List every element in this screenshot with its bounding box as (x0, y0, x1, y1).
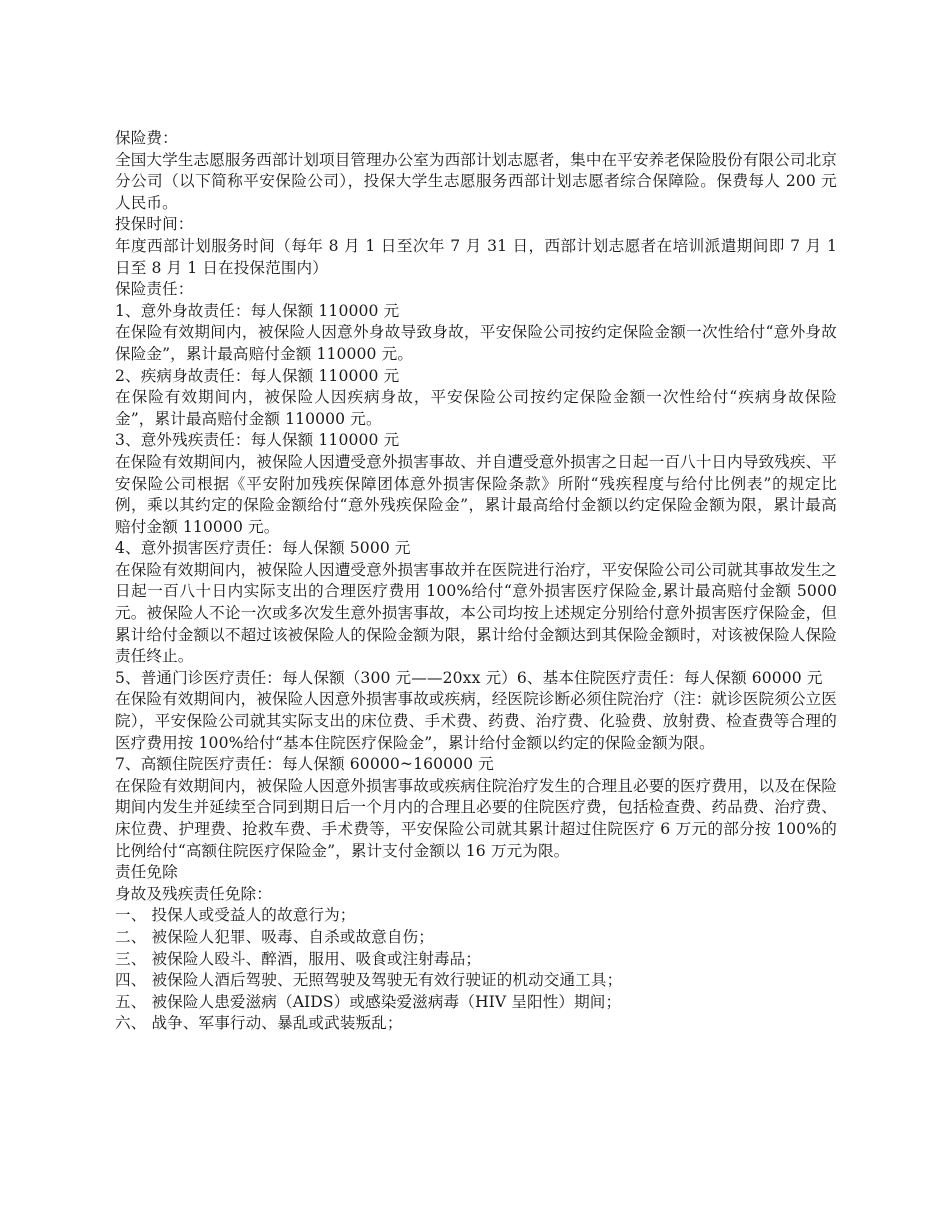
paragraph-illness-death: 在保险有效期间内，被保险人因疾病身故，平安保险公司按约定保险金额一次性给付“疾病身故保险金”，累计最高赔付金额 110000 元。 (115, 388, 837, 428)
exclusion-item-1: 一、 投保人或受益人的故意行为； (115, 906, 356, 925)
paragraph-premium: 全国大学生志愿服务西部计划项目管理办公室为西部计划志愿者，集中在平安养老保险股份有限公司北京分公司（以下简称平安保险公司），投保大学生志愿服务西部计划志愿者综合保障险。保费每人 200 元人民币。 (115, 150, 837, 212)
exclusion-item-6: 六、 战争、军事行动、暴乱或武装叛乱； (115, 1014, 403, 1033)
item-heading-accidental-disability: 3、意外残疾责任：每人保额 110000 元 (115, 431, 400, 450)
item-heading-illness-death: 2、疾病身故责任：每人保额 110000 元 (115, 366, 400, 385)
exclusion-item-3: 三、 被保险人殴斗、醉酒，服用、吸食或注射毒品； (115, 949, 482, 968)
exclusion-item-4: 四、 被保险人酒后驾驶、无照驾驶及驾驶无有效行驶证的机动交通工具； (115, 971, 623, 990)
paragraph-high-inpatient: 在保险有效期间内，被保险人因意外损害事故或疾病住院治疗发生的合理且必要的医疗费用，以及在保险期间内发生并延续至合同到期日后一个月内的合理且必要的住院医疗费，包括检查费、药品费、治疗费、床位费、护理费、抢救车费、手术费等，平安保险公司就其累计超过住院医疗 6 万元的部分按 100%的比例给付“高额住院医疗保险金”，累计支付金额以 16 万元为限。 (115, 776, 837, 860)
subheading-death-disability-exclusions: 身故及残疾责任免除： (115, 884, 272, 903)
item-heading-accident-medical: 4、意外损害医疗责任：每人保额 5000 元 (115, 539, 411, 558)
paragraph-period: 年度西部计划服务时间（每年 8 月 1 日至次年 7 月 31 日，西部计划志愿者在培训派遣期间即 7 月 1 日至 8 月 1 日在投保范围内） (115, 236, 837, 277)
item-heading-high-inpatient: 7、高额住院医疗责任：每人保额 60000~160000 元 (115, 755, 494, 774)
paragraph-accident-medical: 在保险有效期间内，被保险人因遭受意外损害事故并在医院进行治疗，平安保险公司公司就其事故发生之日起一百八十日内实际支出的合理医疗费用 100%给付“意外损害医疗保险金,累计最高赔付金额 5000 元。被保险人不论一次或多次发生意外损害事故，本公司均按上述规定分别给付意外损害医疗保险金，但累计给付金额以不超过该被保险人的保险金额为限，累计给付金额达到其保险金额时，对该被保险人保险责任终止。 (115, 560, 837, 666)
item-heading-accidental-death: 1、意外身故责任：每人保额 110000 元 (115, 301, 400, 320)
document-body (115, 128, 837, 1035)
exclusion-item-2: 二、 被保险人犯罪、吸毒、自杀或故意自伤； (115, 927, 434, 946)
exclusion-item-5: 五、 被保险人患爱滋病（AIDS）或感染爱滋病毒（HIV 呈阳性）期间； (115, 992, 622, 1011)
section-heading-exclusions: 责任免除 (115, 863, 178, 882)
paragraph-accidental-death: 在保险有效期间内，被保险人因意外身故导致身故，平安保险公司按约定保险金额一次性给付“意外身故保险金”，累计最高赔付金额 110000 元。 (115, 323, 837, 363)
item-heading-outpatient-and-inpatient: 5、普通门诊医疗责任：每人保额（300 元——20xx 元）6、基本住院医疗责任：每人保额 60000 元 (115, 668, 823, 687)
section-heading-liability: 保险责任： (115, 280, 194, 299)
paragraph-basic-inpatient: 在保险有效期间内，被保险人因意外损害事故或疾病，经医院诊断必须住院治疗（注：就诊医院须公立医院），平安保险公司就其实际支出的床位费、手术费、药费、治疗费、化验费、放射费、检查费等合理的医疗费用按 100%给付“基本住院医疗保险金”，累计给付金额以约定的保险金额为限。 (115, 690, 837, 752)
section-heading-premium: 保险费： (115, 129, 178, 147)
section-heading-period: 投保时间： (115, 215, 194, 234)
paragraph-accidental-disability: 在保险有效期间内，被保险人因遭受意外损害事故、并自遭受意外损害之日起一百八十日内导致残疾、平安保险公司根据《平安附加残疾保障团体意外损害保险条款》所附“残疾程度与给付比例表”的规定比例，乘以其约定的保险金额给付“意外残疾保险金”，累计最高给付金额以约定保险金额为限，累计最高赔付金额 110000 元。 (115, 452, 837, 536)
